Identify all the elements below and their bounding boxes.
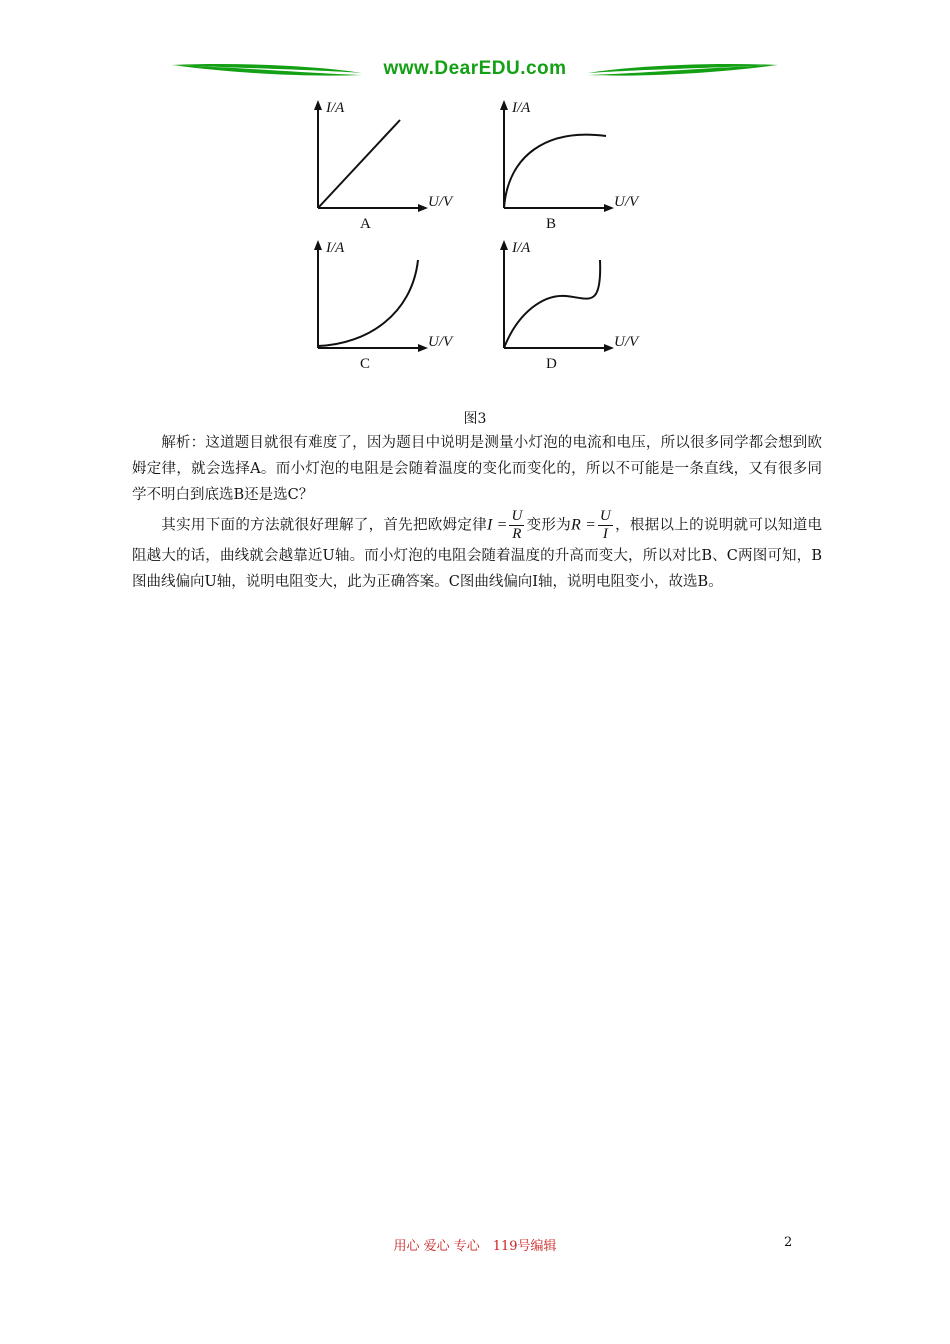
explanation-intro: 其实用下面的方法就很好理解了，首先把欧姆定律 (161, 517, 488, 534)
graph-c-xlabel: U/V (428, 334, 453, 350)
graph-a (296, 94, 466, 234)
graph-b-label: B (546, 216, 557, 232)
formula-rearranged-lhs: R = (571, 516, 596, 534)
analysis-text: 解析：这道题目就很有难度了，因为题目中说明是测量小灯泡的电流和电压，所以很多同学都会想到欧姆定律，就会选择A。而小灯泡的电阻是会随着温度的变化而变化的，所以不可能是一条直线，又有很多同学不明白到底选B还是选C？ (132, 435, 822, 503)
figure-3-graphs (296, 94, 656, 384)
analysis-paragraph (132, 430, 822, 508)
graph-d-curve (504, 260, 600, 348)
graph-a-label: A (360, 216, 371, 232)
page-footer: 用心 爱心 专心 119号编辑 (393, 1239, 557, 1254)
formula-lhs: I = (487, 516, 508, 534)
explanation-middle: 变形为 (526, 517, 572, 534)
resistance-fraction: $\frac{U}{I}$ (599, 508, 611, 542)
graph-c (296, 234, 466, 374)
graph-c-plot (296, 234, 466, 374)
graph-d (482, 234, 652, 374)
graph-b-plot (482, 94, 652, 234)
graph-b-ylabel: I/A (512, 100, 531, 116)
ohm-fraction: $\frac{U}{R}$ (511, 508, 523, 542)
figure-caption: 图3 (463, 411, 487, 427)
page-number: 2 (784, 1235, 793, 1250)
graph-a-curve (318, 120, 400, 208)
graph-c-curve (318, 260, 418, 346)
graph-a-plot (296, 94, 466, 234)
site-name: www.DearEDU.com (383, 58, 567, 79)
graph-d-plot (482, 234, 652, 374)
page-header (170, 56, 780, 90)
graph-b-xlabel: U/V (614, 194, 639, 210)
graph-a-xlabel: U/V (428, 194, 453, 210)
graph-d-xlabel: U/V (614, 334, 639, 350)
graph-b-curve (504, 135, 606, 208)
graph-b (482, 94, 652, 234)
graph-a-ylabel: I/A (326, 100, 345, 116)
graph-c-label: C (360, 356, 371, 372)
graph-d-ylabel: I/A (512, 240, 531, 256)
explanation-paragraph (132, 508, 822, 595)
graph-d-label: D (546, 356, 557, 372)
graph-c-ylabel: I/A (326, 240, 345, 256)
explanation-rest: ，根据以上的说明就可以知道电阻越大的话，曲线就会越靠近U轴。而小灯泡的电阻会随着温度的升高而变大，所以对比B、C两图可知，B图曲线偏向U轴，说明电阻变大，此为正确答案。C图曲线偏向I轴，说明电阻变小，故选B。 (132, 517, 823, 590)
